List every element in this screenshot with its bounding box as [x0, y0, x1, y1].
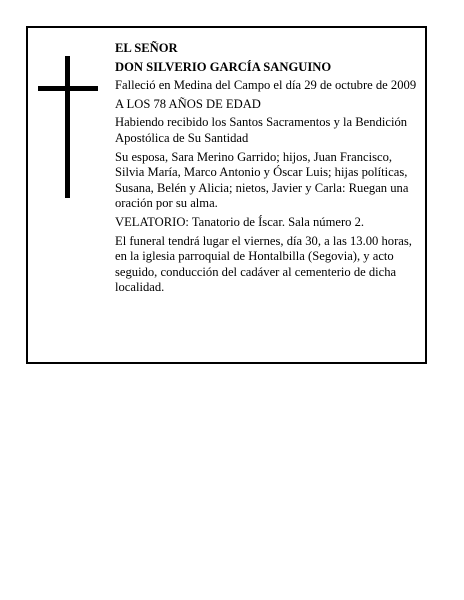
wake-info: VELATORIO: Tanatorio de Íscar. Sala número 2.	[115, 214, 365, 229]
obituary-notice	[26, 26, 427, 364]
cross-horizontal-bar	[38, 86, 98, 91]
deceased-name: DON SILVERIO GARCÍA SANGUINO	[115, 59, 332, 74]
funeral-info: El funeral tendrá lugar el viernes, día 30, a las 13.00 horas, en la iglesia parroquial de Hontalbilla (Segovia), y acto seguido, conducción del cadáver al cementerio de dicha localidad.	[115, 233, 412, 295]
cross-icon	[38, 56, 98, 198]
death-info: Falleció en Medina del Campo el día 29 de octubre de 2009	[115, 78, 417, 93]
notice-text	[115, 41, 421, 299]
cross-vertical-bar	[65, 56, 70, 198]
age-info: A LOS 78 AÑOS DE EDAD	[115, 96, 261, 111]
title-line-1: EL SEÑOR	[115, 41, 178, 55]
sacraments-info: Habiendo recibido los Santos Sacramentos y la Bendición Apostólica de Su Santidad	[115, 115, 408, 145]
family-info: Su esposa, Sara Merino Garrido; hijos, Juan Francisco, Silvia María, Marco Antonio y Óscar Luis; hijas políticas, Susana, Belén y Alicia; nietos, Javier y Carla: Ruegan una oración por su alma.	[115, 149, 409, 211]
